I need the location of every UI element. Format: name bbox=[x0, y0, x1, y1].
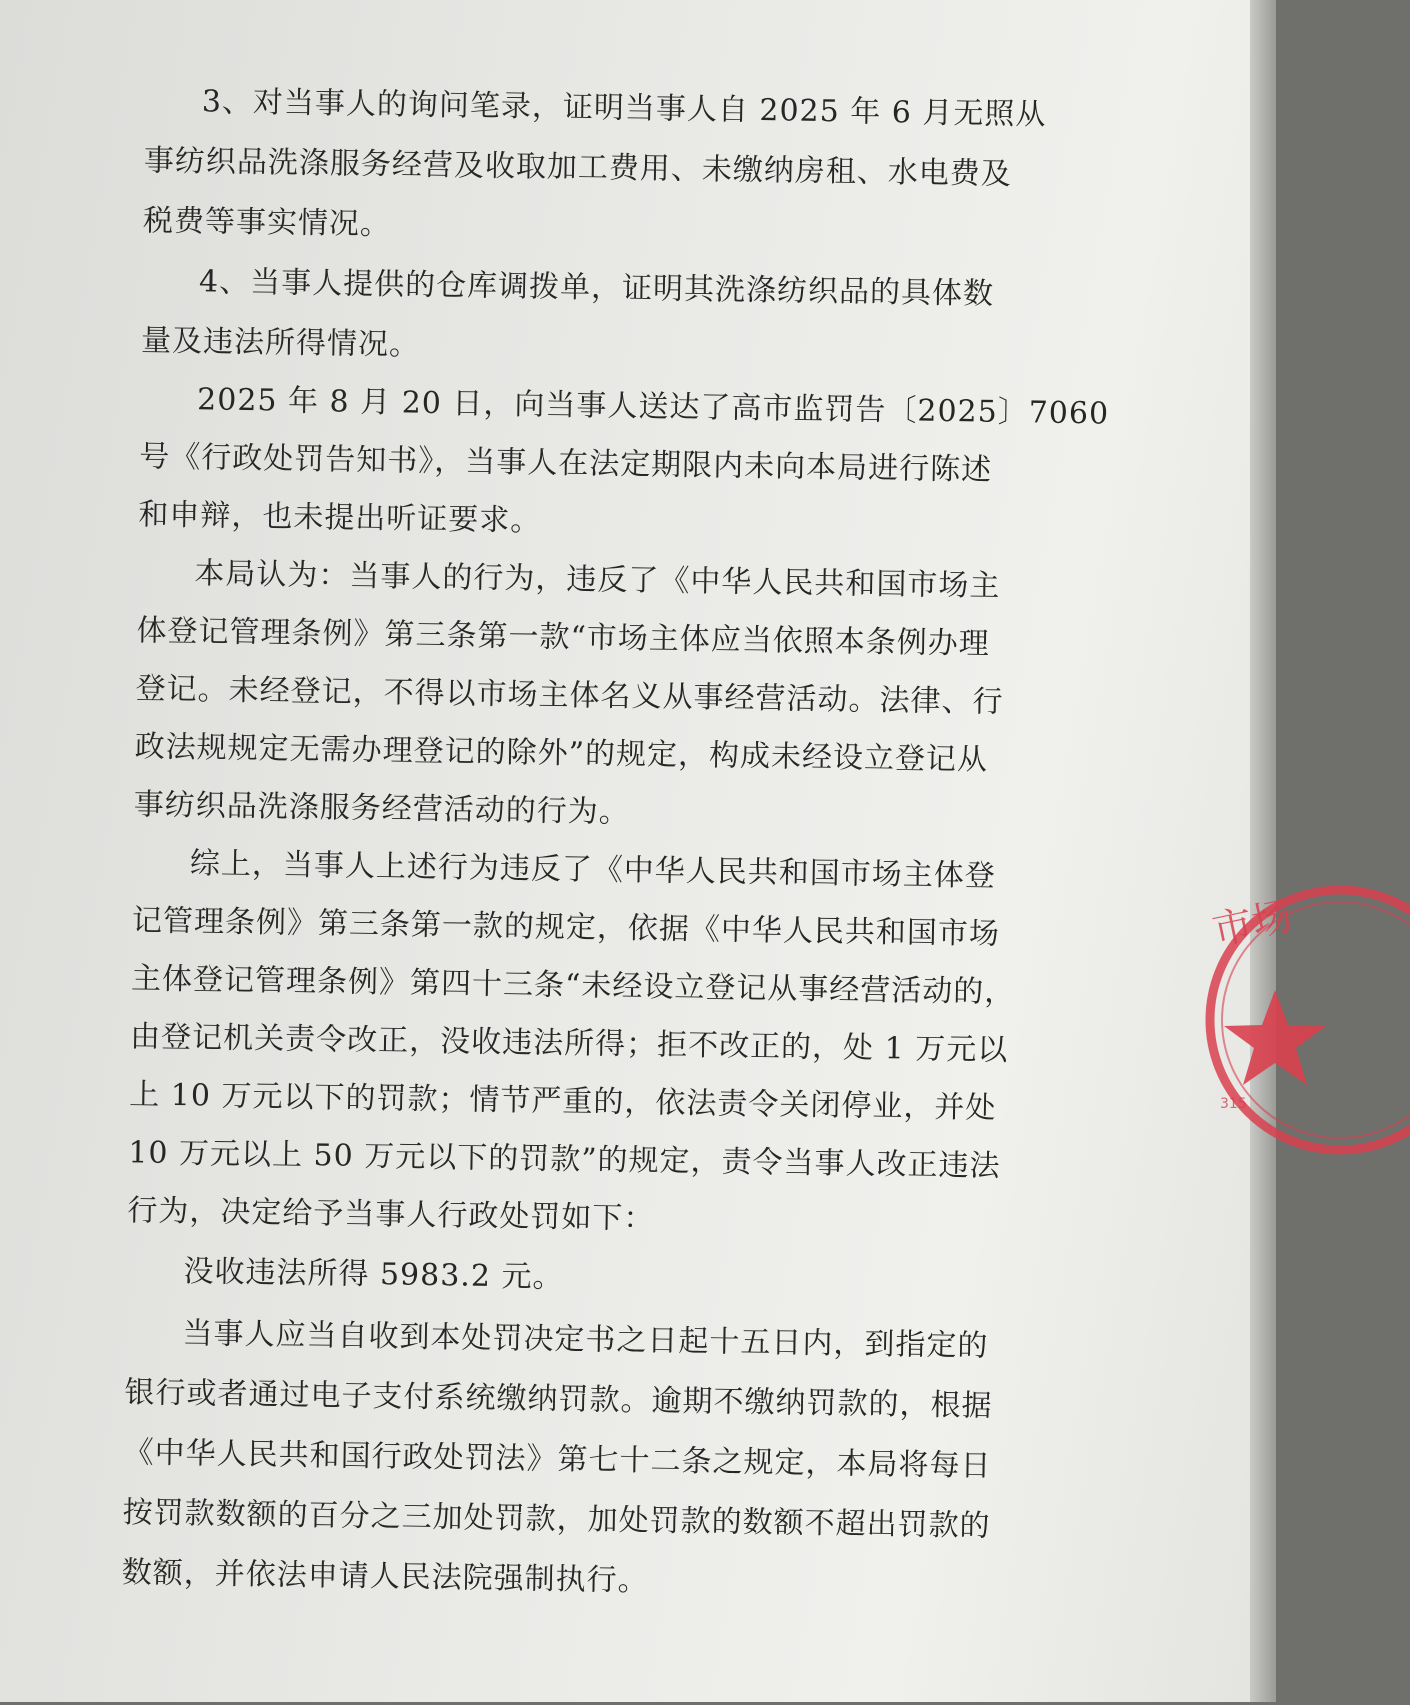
text-line: 《中华人民共和国行政处罚法》第七十二条之规定，本局将每日 bbox=[123, 1435, 992, 1484]
seal-code: 315 bbox=[1220, 1096, 1247, 1112]
text-line: 本局认为：当事人的行为，违反了《中华人民共和国市场主 bbox=[194, 556, 1001, 604]
text-line: 号《行政处罚告知书》，当事人在法定期限内未向本局进行陈述 bbox=[138, 439, 993, 488]
text-line: 3、对当事人的询问笔录，证明当事人自 2025 年 6 月无照从 bbox=[201, 84, 1047, 133]
text-line: 没收违法所得 5983.2 元。 bbox=[183, 1254, 564, 1296]
text-line: 2025 年 8 月 20 日，向当事人送达了高市监罚告〔2025〕7060 bbox=[196, 382, 1110, 432]
text-line: 量及违法所得情况。 bbox=[140, 323, 421, 363]
text-line: 记管理条例》第三条第一款的规定，依据《中华人民共和国市场 bbox=[131, 903, 1001, 952]
page-edge-shadow bbox=[1250, 0, 1276, 1702]
text-line: 综上，当事人上述行为违反了《中华人民共和国市场主体登 bbox=[189, 846, 997, 894]
text-line: 事纺织品洗涤服务经营活动的行为。 bbox=[133, 787, 631, 831]
text-line: 行为，决定给予当事人行政处罚如下： bbox=[127, 1193, 655, 1237]
text-line: 银行或者通过电子支付系统缴纳罚款。逾期不缴纳罚款的，根据 bbox=[124, 1375, 993, 1424]
text-line: 10 万元以上 50 万元以下的罚款”的规定，责令当事人改正违法 bbox=[128, 1135, 1001, 1184]
text-line: 上 10 万元以下的罚款；情节严重的，依法责令关闭停业，并处 bbox=[128, 1077, 997, 1126]
text-line: 由登记机关责令改正，没收违法所得；拒不改正的，处 1 万元以 bbox=[129, 1019, 1009, 1069]
text-line: 事纺织品洗涤服务经营及收取加工费用、未缴纳房租、水电费及 bbox=[143, 143, 1013, 192]
text-line: 当事人应当自收到本处罚决定书之日起十五日内，到指定的 bbox=[182, 1316, 989, 1364]
text-line: 按罚款数额的百分之三加处罚款，加处罚款的数额不超出罚款的 bbox=[122, 1495, 991, 1544]
official-seal bbox=[1190, 880, 1410, 1140]
text-line: 体登记管理条例》第三条第一款“市场主体应当依照本条例办理 bbox=[136, 613, 991, 662]
text-line: 登记。未经登记，不得以市场主体名义从事经营活动。法律、行 bbox=[135, 671, 1004, 720]
document-page bbox=[34, 28, 1140, 1705]
text-line: 政法规规定无需办理登记的除外”的规定，构成未经设立登记从 bbox=[134, 729, 989, 778]
text-line: 主体登记管理条例》第四十三条“未经设立登记从事经营活动的， bbox=[130, 961, 1016, 1011]
text-line: 4、当事人提供的仓库调拨单，证明其洗涤纺织品的具体数 bbox=[198, 264, 995, 312]
text-line: 税费等事实情况。 bbox=[142, 203, 392, 243]
text-line: 和申辩，也未提出听证要求。 bbox=[138, 497, 542, 539]
text-line: 数额，并依法申请人民法院强制执行。 bbox=[121, 1555, 649, 1599]
seal-text: 市场 bbox=[1208, 893, 1297, 955]
seal-star-icon bbox=[1224, 990, 1326, 1085]
